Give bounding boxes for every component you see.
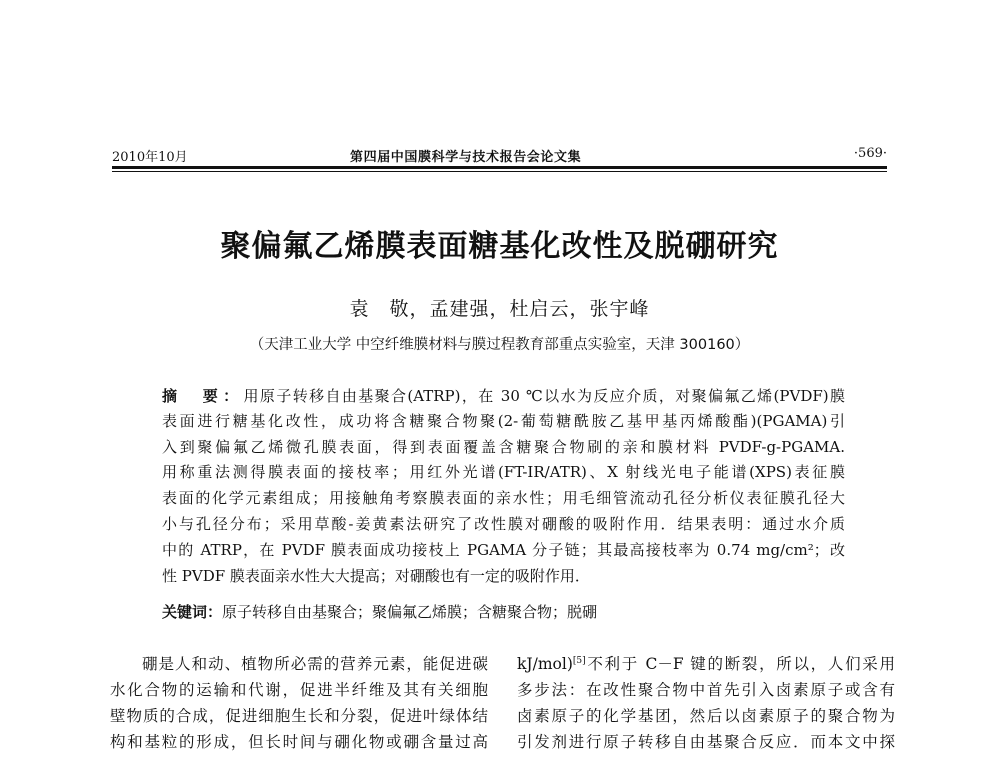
body-line: 引发剂进行原子转移自由基聚合反应．而本文中探 — [517, 733, 895, 751]
header-date: 2010年10月 — [112, 150, 188, 165]
abstract-line: 入到聚偏氟乙烯微孔膜表面，得到表面覆盖含糖聚合物刷的亲和膜材料 PVDF-g-PGAMA. — [162, 438, 845, 456]
header-journal-title: 第四届中国膜科学与技术报告会论文集 — [350, 150, 582, 165]
header-rule-thick — [112, 166, 887, 169]
body-line: 壁物质的合成，促进细胞生长和分裂，促进叶绿体结 — [110, 707, 488, 725]
keywords — [162, 601, 845, 623]
paper-authors: 袁 敬，孟建强，杜启云，张宇峰 — [349, 298, 650, 320]
abstract-line: 表面进行糖基化改性，成功将含糖聚合物聚(2-葡萄糖酰胺乙基甲基丙烯酸酯)(PGAMA)引 — [162, 412, 845, 430]
body-text: 不利于 C－F 键的断裂，所以，人们采用 — [585, 655, 895, 673]
paper-title: 聚偏氟乙烯膜表面糖基化改性及脱硼研究 — [220, 229, 779, 264]
abstract-label: 摘 要： — [162, 387, 244, 405]
abstract-line: 性 PVDF 膜表面亲水性大大提高；对硼酸也有一定的吸附作用． — [162, 567, 590, 585]
abstract-line — [162, 385, 845, 407]
abstract-line: 用称重法测得膜表面的接枝率；用红外光谱(FT-IR/ATR)、X 射线光电子能谱(XPS)表征膜 — [162, 463, 845, 481]
citation-ref: [5] — [572, 655, 586, 666]
keywords-text: 原子转移自由基聚合；聚偏氟乙烯膜；含糖聚合物；脱硼 — [222, 603, 598, 621]
body-line: 构和基粒的形成，但长时间与硼化物或硼含量过高 — [110, 733, 488, 751]
paper-affiliation: （天津工业大学 中空纤维膜材料与膜过程教育部重点实验室，天津 300160） — [249, 337, 750, 353]
body-line: 卤素原子的化学基团，然后以卤素原子的聚合物为 — [517, 707, 895, 725]
body-line — [517, 651, 895, 677]
abstract-text: 用原子转移自由基聚合(ATRP)，在 30 ℃以水为反应介质，对聚偏氟乙烯(PVDF)膜 — [243, 387, 845, 405]
body-line: 水化合物的运输和代谢，促进半纤维及其有关细胞 — [110, 681, 488, 699]
body-line: 硼是人和动、植物所必需的营养元素，能促进碳 — [142, 655, 488, 673]
abstract-line: 表面的化学元素组成；用接触角考察膜表面的亲水性；用毛细管流动孔径分析仪表征膜孔径大 — [162, 489, 845, 507]
body-line: 多步法：在改性聚合物中首先引入卤素原子或含有 — [517, 681, 895, 699]
abstract-line: 中的 ATRP，在 PVDF 膜表面成功接枝上 PGAMA 分子链；其最高接枝率为 0.74 mg/cm²；改 — [162, 541, 845, 559]
header-rule-thin — [112, 171, 887, 172]
running-header — [112, 146, 887, 166]
keywords-label: 关键词： — [162, 603, 223, 621]
header-page-number: ·569· — [853, 146, 887, 161]
abstract-line: 小与孔径分布；采用草酸-姜黄素法研究了改性膜对硼酸的吸附作用．结果表明：通过水介质 — [162, 515, 845, 533]
body-text: kJ/mol) — [517, 655, 573, 673]
